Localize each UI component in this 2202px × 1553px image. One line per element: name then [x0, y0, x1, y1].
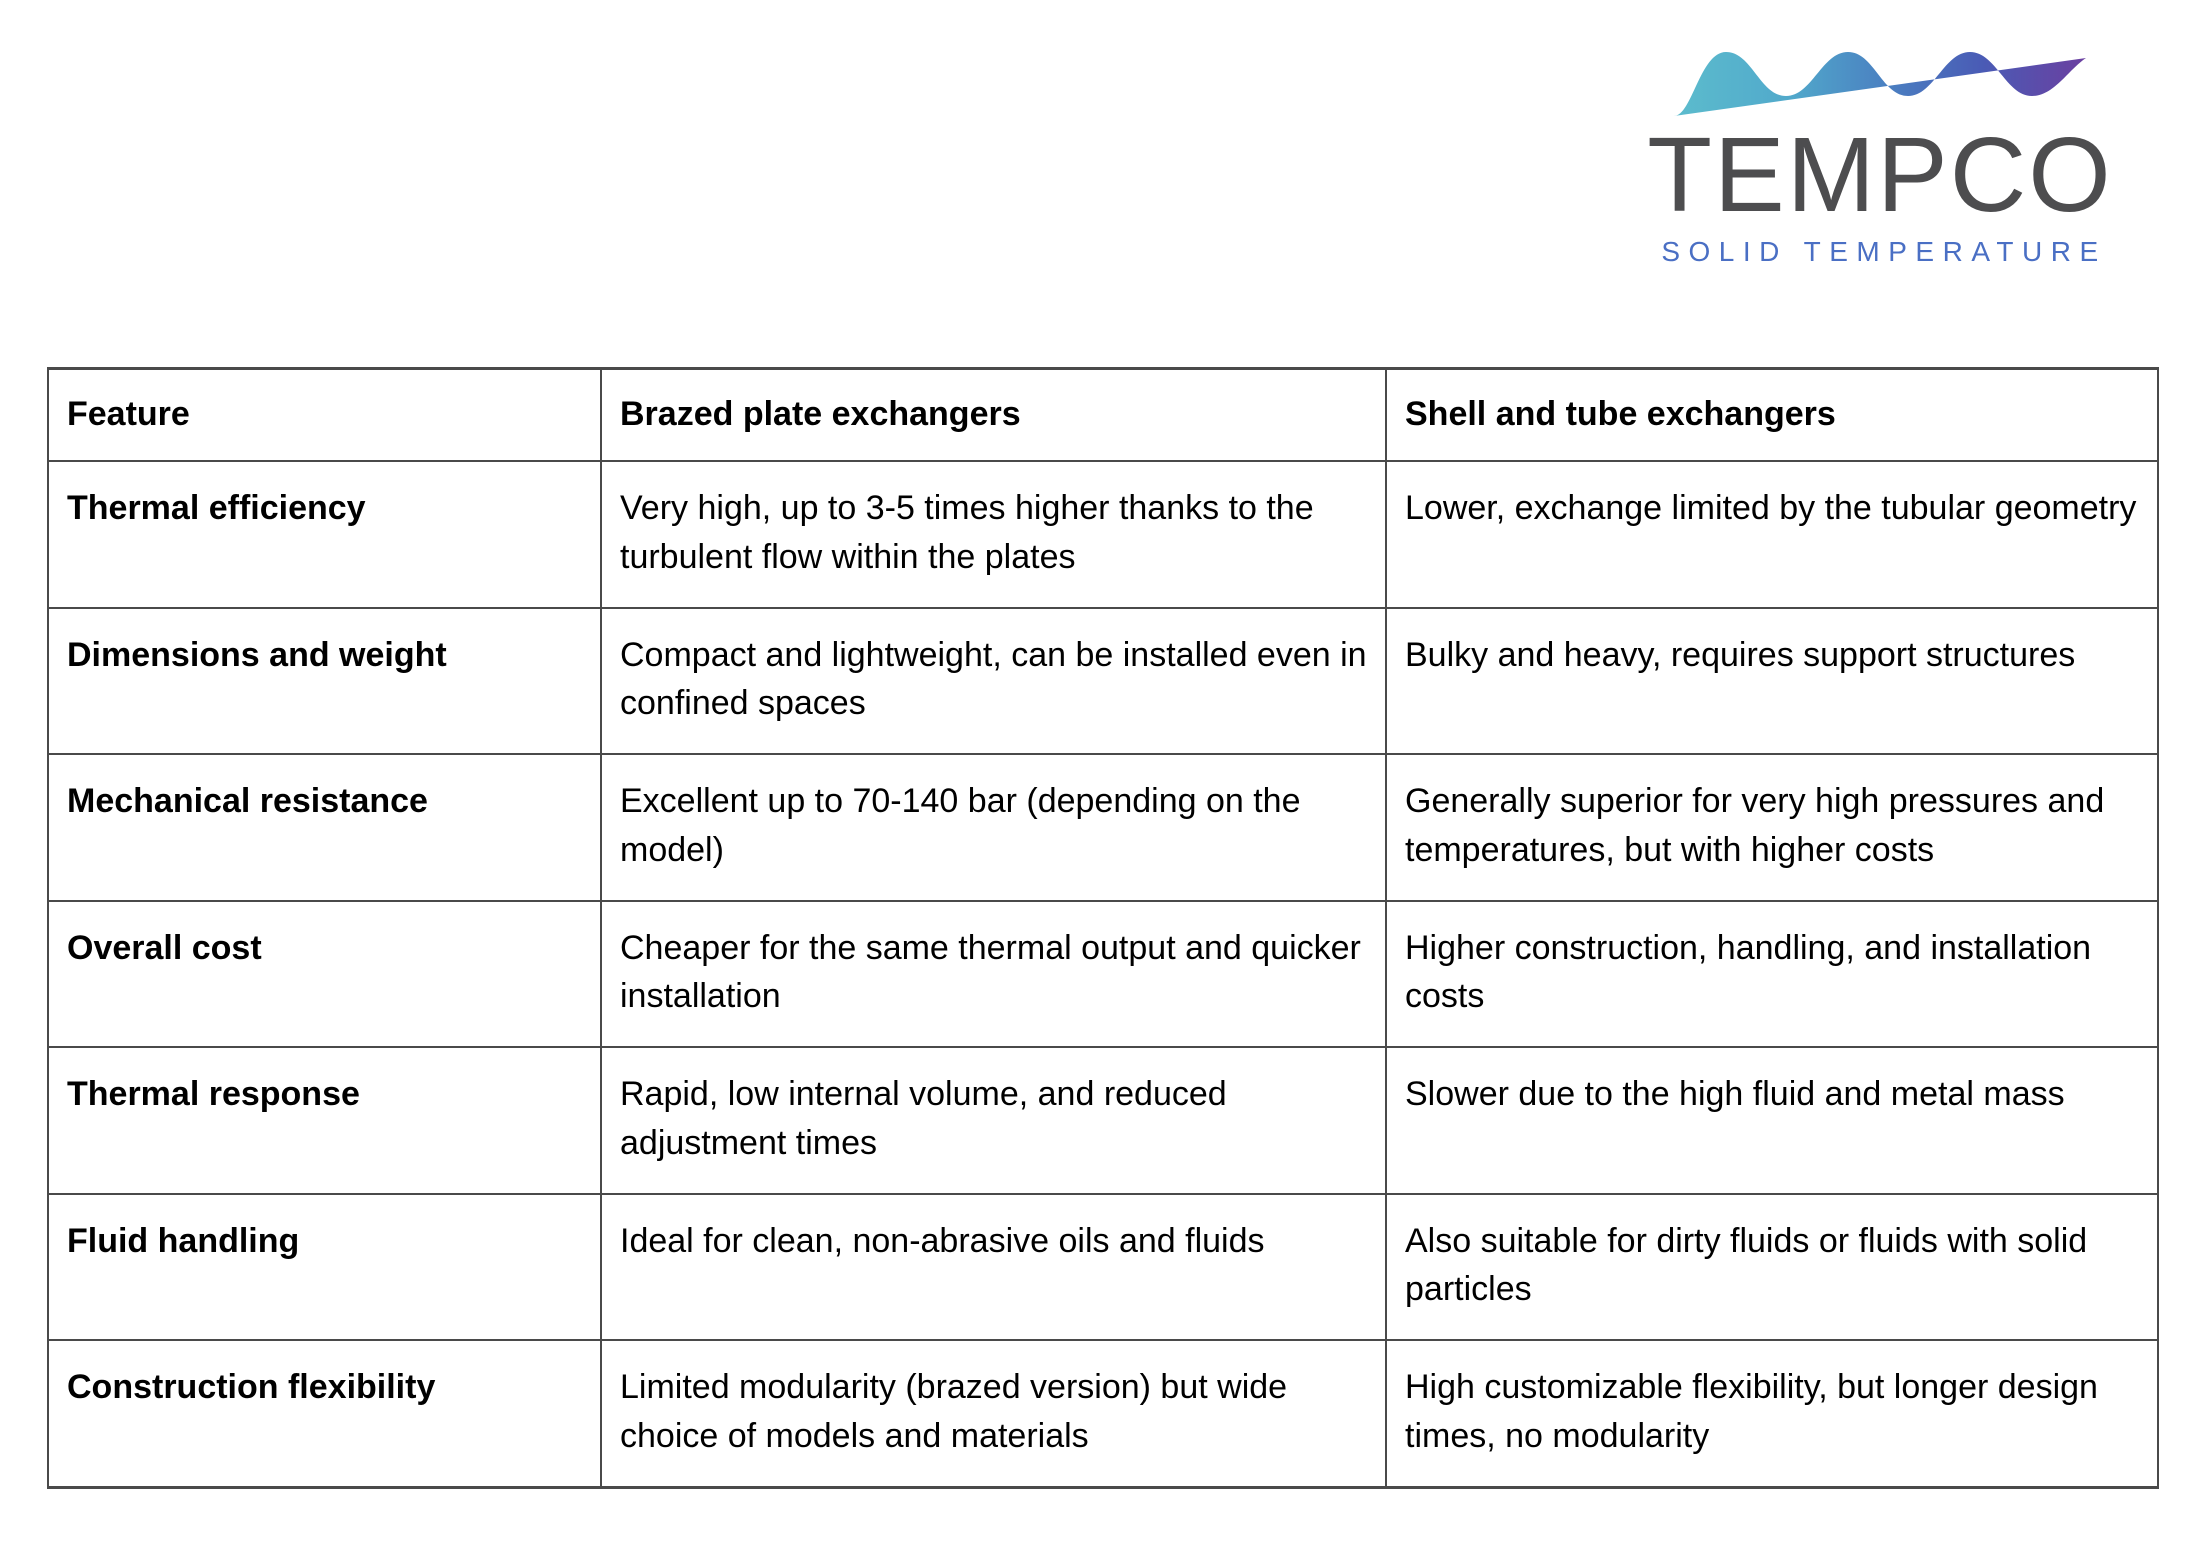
tempco-logo	[1600, 34, 2160, 268]
column-header-brazed: Brazed plate exchangers	[601, 369, 1386, 462]
heat-exchanger-comparison-table	[47, 367, 2159, 1489]
cell-brazed: Limited modularity (brazed version) but wide choice of models and materials	[601, 1340, 1386, 1487]
cell-shell: Bulky and heavy, requires support structures	[1386, 608, 2158, 755]
cell-feature: Construction flexibility	[48, 1340, 601, 1487]
table-row	[48, 901, 2158, 1048]
cell-shell: Also suitable for dirty fluids or fluids with solid particles	[1386, 1194, 2158, 1341]
table-row	[48, 1340, 2158, 1487]
cell-feature: Thermal efficiency	[48, 461, 601, 608]
cell-shell: Slower due to the high fluid and metal mass	[1386, 1047, 2158, 1194]
logo-wave-icon	[1670, 34, 2090, 120]
cell-feature: Mechanical resistance	[48, 754, 601, 901]
cell-brazed: Rapid, low internal volume, and reduced adjustment times	[601, 1047, 1386, 1194]
table-row	[48, 608, 2158, 755]
table-row	[48, 754, 2158, 901]
cell-brazed: Ideal for clean, non-abrasive oils and fluids	[601, 1194, 1386, 1341]
cell-feature: Fluid handling	[48, 1194, 601, 1341]
table-header-row	[48, 369, 2158, 462]
cell-brazed: Excellent up to 70-140 bar (depending on the model)	[601, 754, 1386, 901]
cell-shell: Generally superior for very high pressures and temperatures, but with higher costs	[1386, 754, 2158, 901]
cell-shell: Higher construction, handling, and installation costs	[1386, 901, 2158, 1048]
table-row	[48, 461, 2158, 608]
cell-brazed: Cheaper for the same thermal output and quicker installation	[601, 901, 1386, 1048]
cell-shell: High customizable flexibility, but longer design times, no modularity	[1386, 1340, 2158, 1487]
cell-feature: Overall cost	[48, 901, 601, 1048]
cell-brazed: Very high, up to 3-5 times higher thanks to the turbulent flow within the plates	[601, 461, 1386, 608]
cell-brazed: Compact and lightweight, can be installed even in confined spaces	[601, 608, 1386, 755]
logo-tagline: SOLID TEMPERATURE	[1661, 236, 2107, 267]
cell-feature: Thermal response	[48, 1047, 601, 1194]
comparison-table-container	[47, 367, 2157, 1489]
column-header-shell: Shell and tube exchangers	[1386, 369, 2158, 462]
table-row	[48, 1047, 2158, 1194]
cell-feature: Dimensions and weight	[48, 608, 601, 755]
table-row	[48, 1194, 2158, 1341]
column-header-feature: Feature	[48, 369, 601, 462]
logo-wordmark: TEMPCO	[1647, 116, 2113, 234]
cell-shell: Lower, exchange limited by the tubular geometry	[1386, 461, 2158, 608]
